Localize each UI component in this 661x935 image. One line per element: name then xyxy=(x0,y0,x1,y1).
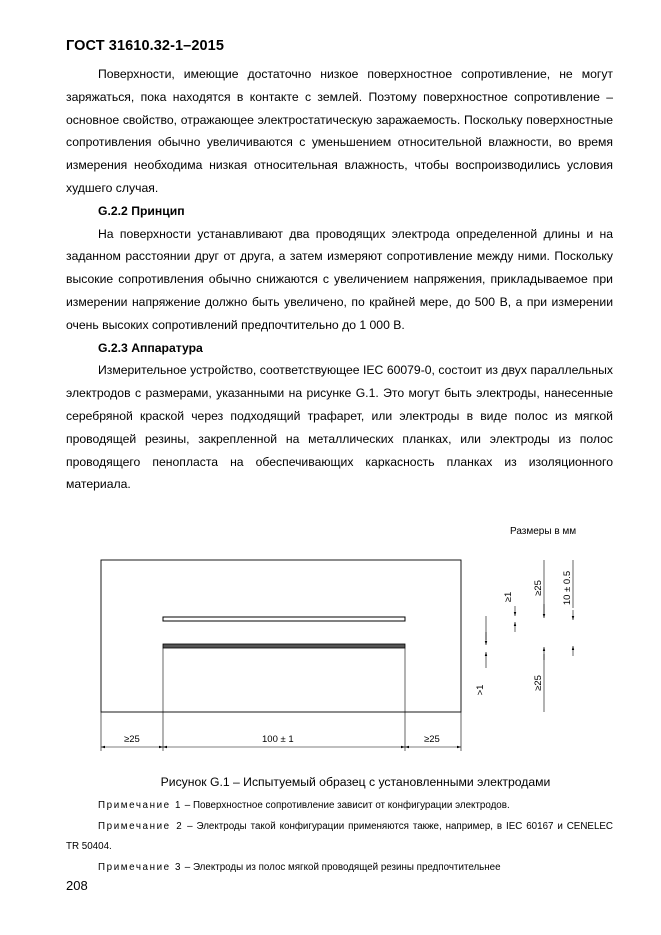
page-number: 208 xyxy=(66,878,88,893)
note-3-text: – Электроды из полос мягкой проводящей резины предпочтительнее xyxy=(182,861,501,873)
paragraph-apparatus: Измерительное устройство, соответствующее IEC 60079-0, состоит из двух параллельных электродов с размерами, указанными на рисунке G.1. Это могут быть электроды, нанесенные серебряной краской через подходящий трафарет, или электроды в виде полос из мягкой проводящей резины, закрепленной на металлических планках, или электроды из полос проводящего пенопласта на обеспечивающих каркасность планках из изоляционного материала. xyxy=(66,363,613,492)
paragraph-surface-resistance: Поверхности, имеющие достаточно низкое поверхностное сопротивление, не могут заряжаться, пока находятся в контакте с землей. Поэтому поверхностное сопротивление – основное свойство, отражающее электростатическую заражаемость. Поскольку поверхностные сопротивления обычно увеличиваются с уменьшением относительной влажности, во время измерения необходима низкая относительная влажность, чтобы воспроизводились условия худшего случая. xyxy=(66,67,613,195)
electrode-upper xyxy=(163,617,405,621)
electrode-lower xyxy=(163,644,405,648)
note-1-label: Примечание 1 xyxy=(98,800,183,811)
heading-apparatus: G.2.3 Аппаратура xyxy=(98,340,203,355)
label-electrode-length: 100 ± 1 xyxy=(262,734,294,745)
dimensions-note: Размеры в мм xyxy=(510,526,577,537)
label-gap: 10 ± 0.5 xyxy=(562,570,573,606)
heading-principle: G.2.2 Принцип xyxy=(98,203,185,218)
label-left-margin: ≥25 xyxy=(124,734,140,745)
note-2-label: Примечание 2 xyxy=(98,820,184,832)
note-3-label: Примечание 3 xyxy=(98,861,183,873)
label-edge-overhang: >1 xyxy=(475,684,486,696)
label-electrode-width: ≥1 xyxy=(503,591,514,603)
label-bottom-margin: ≥25 xyxy=(533,675,544,691)
note-3 xyxy=(66,858,613,879)
figure-caption: Рисунок G.1 – Испытуемый образец с установленными электродами xyxy=(160,775,551,789)
specimen-outline xyxy=(101,560,461,712)
notes-block xyxy=(66,796,613,878)
note-1-text: – Поверхностное сопротивление зависит от конфигурации электродов. xyxy=(182,800,510,811)
label-right-margin: ≥25 xyxy=(424,734,440,745)
note-1 xyxy=(66,796,613,817)
label-top-margin: ≥25 xyxy=(533,580,544,596)
paragraph-principle: На поверхности устанавливают два проводящих электрода определенной длины и на заданном расстоянии друг от друга, а затем измеряют сопротивление между ними. Поскольку высокие сопротивления обычно снижаются с увеличением напряжения, прикладываемое при измерении напряжение должно быть увеличено, по крайней мере, до 500 В, а при измерении очень высоких сопротивлений предпочтительно до 1 000 В. xyxy=(66,226,613,332)
body-text-block xyxy=(66,63,613,496)
figure-g1-drawing xyxy=(90,548,610,768)
note-2-text: – Электроды такой конфигурации применяются также, например, в IEC 60167 и CENELEC TR 50404. xyxy=(66,820,614,852)
document-header: ГОСТ 31610.32-1–2015 xyxy=(66,38,224,54)
note-2 xyxy=(66,817,613,858)
